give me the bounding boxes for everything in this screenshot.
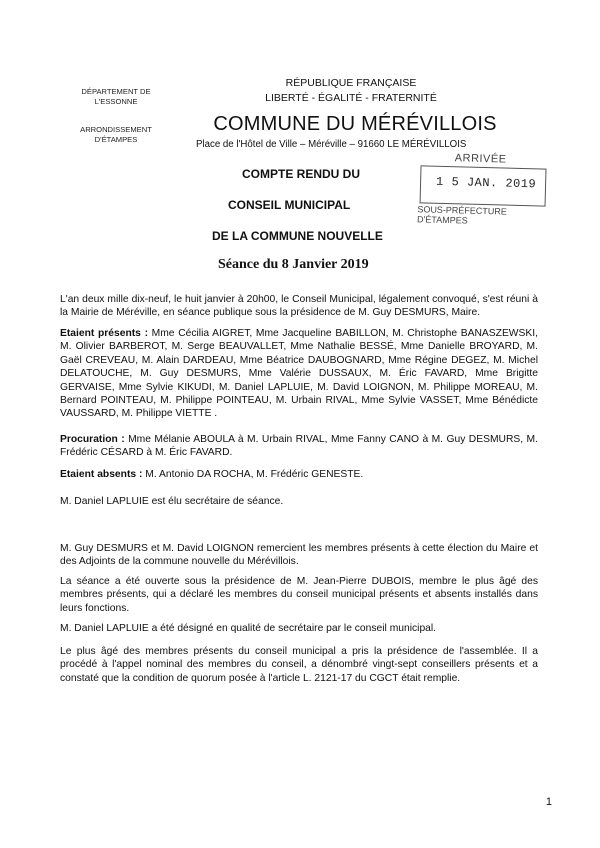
quorum-paragraph: Le plus âgé des membres présents du conseil municipal a pris la présidence de l'assemblée. Il a procédé à l'appel nominal des membres du conseil, a dénombré vingt-sept conseillers présents et a constaté que la condition de quorum posée à l'article L. 2121-17 du CGCT était remplie.: [60, 646, 538, 684]
departement-label: DÉPARTEMENT DE L'ESSONNE: [81, 87, 151, 106]
presents-label: Etaient présents :: [60, 328, 148, 339]
presents-paragraph: [60, 327, 538, 421]
arrival-stamp: [417, 150, 551, 226]
title-line-2: CONSEIL MUNICIPAL: [228, 198, 351, 212]
absents-paragraph: [60, 468, 538, 481]
absents-label: Etaient absents :: [60, 469, 143, 480]
commune-address: Place de l'Hôtel de Ville – Méréville – 91660 LE MÉRÉVILLOIS: [196, 139, 467, 150]
procuration-text: Mme Mélanie ABOULA à M. Urbain RIVAL, Mme Fanny CANO à M. Guy DESMURS, M. Frédéric CÉSARD à M. Éric FAVARD.: [60, 434, 538, 459]
seance-date: Séance du 8 Janvier 2019: [218, 257, 369, 272]
presents-list: Mme Cécilia AIGRET, Mme Jacqueline BABILLON, M. Christophe BANASZEWSKI, M. Olivier BARBEROT, M. Serge BEAUVALLET, Mme Nathalie BESSÉ, Mme Danielle BROYARD, M. Gaël CREVEAU, M. Alain DARDEAU, Mme Béatrice DAUBOGNARD, Mme Régine DEGEZ, M. Michel DELATOUCHE, M. Guy DESMURS, Mme Valérie DUSSAUX, M. Éric FAVARD, Mme Brigitte GERVAISE, Mme Sylvie KIKUDI, M. Daniel LAPLUIE, M. David LOIGNON, M. Philippe MOREAU, M. Bernard POINTEAU, M. Philippe POINTEAU, M. Urbain RIVAL, Mme Sylvie VASSET, Mme Bénédicte VAUSSARD, M. Philippe VIETTE .: [60, 328, 538, 420]
intro-paragraph: L'an deux mille dix-neuf, le huit janvier à 20h00, le Conseil Municipal, légalement convoqué, s'est réuni à la Mairie de Méréville, en séance publique sous la présidence de M. Guy DESMURS, Maire.: [60, 294, 538, 319]
absents-text: M. Antonio DA ROCHA, M. Frédéric GENESTE.: [145, 469, 364, 480]
remerciements-paragraph: M. Guy DESMURS et M. David LOIGNON remercient les membres présents à cette élection du Maire et des Adjoints de la commune nouvelle du Mérévillois.: [60, 543, 538, 568]
stamp-top-text: ARRIVÉE: [454, 152, 507, 166]
stamp-date: 1 5 JAN. 2019: [435, 174, 537, 192]
republique-label: RÉPUBLIQUE FRANÇAISE: [285, 77, 417, 89]
arrondissement-label: ARRONDISSEMENT D'ÉTAMPES: [80, 125, 152, 144]
commune-title: COMMUNE DU MÉRÉVILLOIS: [213, 113, 497, 135]
title-line-1: COMPTE RENDU DU: [242, 167, 361, 181]
title-line-3: DE LA COMMUNE NOUVELLE: [212, 229, 383, 243]
procuration-paragraph: [60, 433, 538, 460]
stamp-bottom-text: SOUS-PRÉFECTURE D'ÉTAMPES: [417, 204, 508, 226]
secretaire-paragraph: M. Daniel LAPLUIE est élu secrétaire de séance.: [60, 496, 284, 507]
procuration-label: Procuration :: [60, 434, 125, 445]
ouverture-paragraph: La séance a été ouverte sous la présidence de M. Jean-Pierre DUBOIS, membre le plus âgé des membres présents, qui a déclaré les membres du conseil municipal présents et absents installés dans leurs fonctions.: [60, 576, 538, 614]
designation-paragraph: M. Daniel LAPLUIE a été désigné en qualité de secrétaire par le conseil municipal.: [60, 623, 437, 634]
devise-label: LIBERTÉ - ÉGALITÉ - FRATERNITÉ: [265, 92, 437, 104]
page-number: 1: [545, 796, 552, 808]
